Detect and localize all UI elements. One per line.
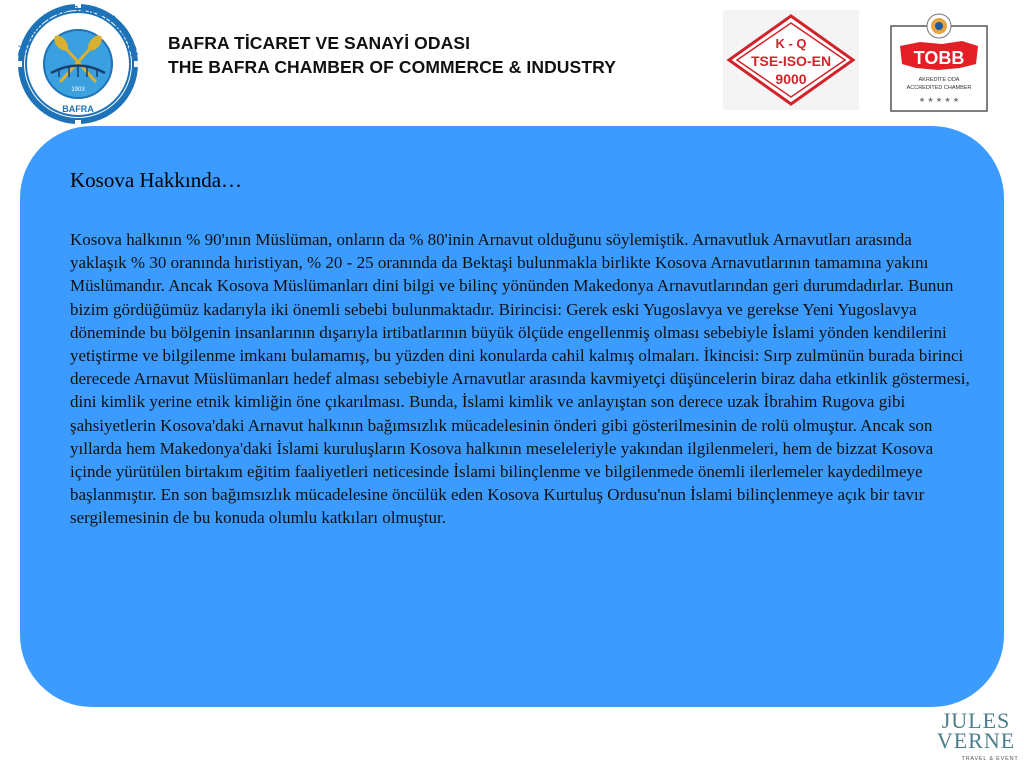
jv-line1: JULES [941, 708, 1011, 733]
tobb-name: TOBB [913, 48, 965, 68]
tobb-stars: ★ ★ ★ ★ ★ [918, 96, 960, 104]
page-title [168, 31, 616, 79]
section-heading: Kosova Hakkında… [70, 168, 243, 192]
kq-line2: TSE-ISO-EN [750, 53, 832, 69]
tobb-sub2: ACCREDITED CHAMBER [906, 85, 972, 91]
seal-city: BAFRA [62, 104, 94, 114]
jv-tagline: TRAVEL & EVENT [961, 756, 1019, 762]
tobb-sub1: AKREDİTE ODA [918, 77, 960, 83]
jv-line2: VERNE [936, 728, 1016, 753]
kq-line3: 9000 [775, 71, 807, 87]
seal-year: 1903 [71, 87, 85, 93]
jules-verne-logo [920, 706, 1024, 768]
tobb-accredited-chamber-badge [890, 8, 988, 112]
title-english: THE BAFRA CHAMBER OF COMMERCE & INDUSTRY [168, 57, 616, 77]
kq-line1: K - Q [775, 36, 807, 51]
body-paragraph: Kosova halkının % 90'ının Müslüman, onların da % 80'inin Arnavut olduğunu söylemiştik. Arnavutluk Arnavutları arasında yaklaşık % 30 oranında hıristiyan, % 20 - 25 oranında da Bektaşi bulunmakla birlikte Kosova Arnavutlarının tamamına yakını Müslümandır. Ancak Kosova Müslümanları dini bilgi ve bilinç yönünden Makedonya Arnavutlarından geri durumdadırlar. Bunun bizim gördüğümüz kadarıyla iki önemli sebebi bulunmaktadır. Birincisi: Gerek eski Yugoslavya ve gerekse Yeni Yugoslavya döneminde bu bölgenin insanlarının dışarıyla irtibatlarının büyük ölçüde engellenmiş olması sebebiyle İslami yönden kendilerini yetiştirme ve bilgilenme imkanı bulamamış, bu yüzden dini konularda cahil kalmış olmaları. İkincisi: Sırp zulmünün burada birinci derecede Arnavut Müslümanları hedef alması sebebiyle Arnavutlar arasında kavmiyetçi düşüncelerin biraz daha etkinlik göstermesi, dini kimlik yerine etnik kimliğin öne çıkarılması. Bunda, İslami kimlik ve anlayıştan son derece uzak İbrahim Rugova gibi şahsiyetlerin Kosova'daki Arnavut halkının bağımsızlık mücadelesinin önderi gibi gösterilmesinin de rolü olmuştur. Ancak son yıllarda hem Makedonya'daki İslami kuruluşların Kosova halkının meseleleriyle yakından ilgilenmeleri, hem de bizzat Kosova içinde yürütülen birtakım eğitim faaliyetleri neticesinde İslami bilinçlenme ve bilgilenmede önemli ilerlemeler kaydedilmeye başlanmıştır. En son bağımsızlık mücadelesine öncülük eden Kosova Kurtuluş Ordusu'nun İslami bilinçlenmeye açık bir tavır sergilemesinin de bu konuda olumlu katkıları olmuştur. [70, 230, 970, 528]
title-turkish: BAFRA TİCARET VE SANAYİ ODASI [168, 33, 471, 53]
kq-iso-certificate-badge [723, 10, 859, 110]
chamber-seal-logo [3, 3, 153, 125]
seal-ring-text: TİCARET ve SANAYİ ODASI [16, 3, 140, 58]
